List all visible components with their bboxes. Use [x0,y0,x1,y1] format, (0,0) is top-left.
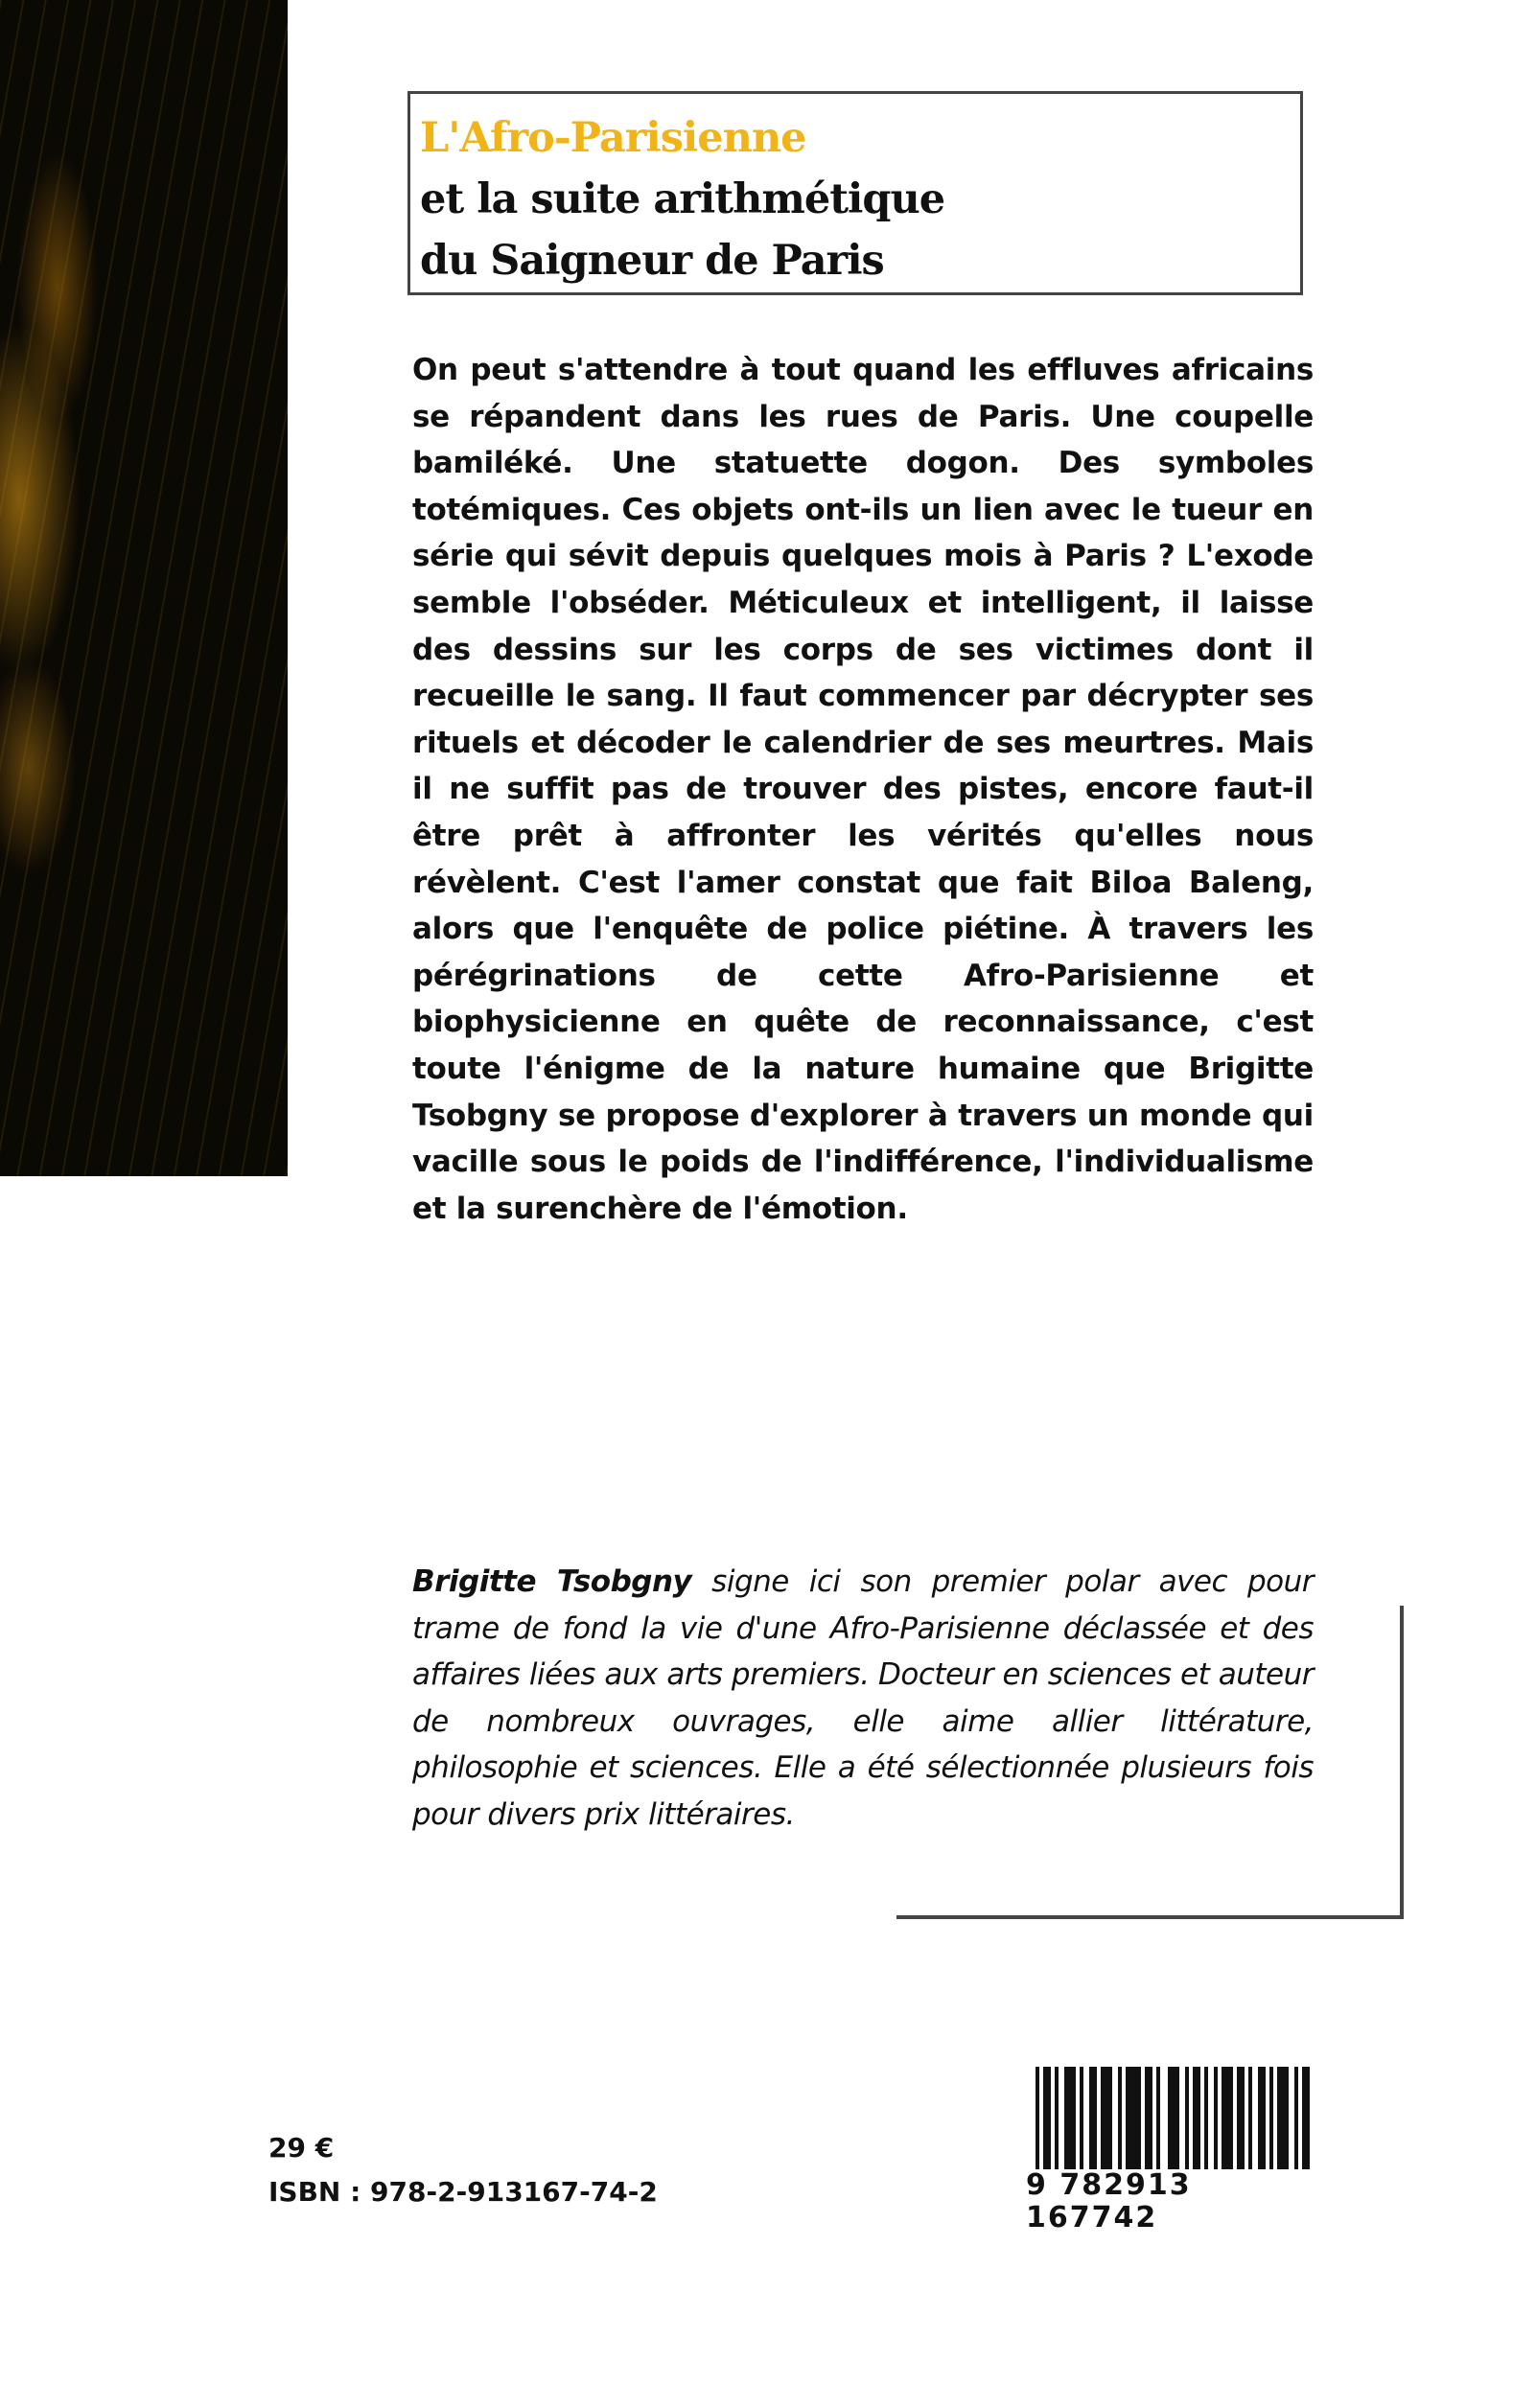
author-bio [412,1559,1314,1839]
bracket-horizontal-line [896,1915,1404,1919]
barcode-number: 9 782913 167742 [1026,2169,1317,2234]
cover-photo [0,0,288,1176]
back-cover-blurb: On peut s'attendre à tout quand les effluves africains se répandent dans les rues de Paris. Une coupelle bamiléké. Une statuette dogon. Des symboles totémiques. Ces objets ont-ils un lien avec le tueur en série qui sévit depuis quelques mois à Paris ? L'exode semble l'obséder. Méticuleux et intelligent, il laisse des dessins sur les corps de ses victimes dont il recueille le sang. Il faut commencer par décrypter ses rituels et décoder le calendrier de ses meurtres. Mais il ne suffit pas de trouver des pistes, encore faut-il être prêt à affronter les vérités qu'elles nous révèlent. C'est l'amer constat que fait Biloa Baleng, alors que l'enquête de police piétine. À travers les pérégrinations de cette Afro-Parisienne et biophysicienne en quête de reconnaissance, c'est toute l'énigme de la nature humaine que Brigitte Tsobgny se propose d'explorer à travers un monde qui vacille sous le poids de l'indifférence, l'individualisme et la surenchère de l'émotion. [412,353,1314,1226]
isbn: ISBN : 978-2-913167-74-2 [268,2176,658,2208]
title-line-1: L'Afro-Parisienne [420,114,806,162]
price: 29 € [268,2132,335,2164]
title-box [407,91,1303,295]
author-bio-text: signe ici son premier polar avec pour trame de fond la vie d'une Afro-Parisienne déclassée et des affaires liées aux arts premiers. Docteur en sciences et auteur de nombreux ouvrages, elle aime allier littérature, philosophie et sciences. Elle a été sélectionnée plusieurs fois pour divers prix littéraires. [412,1564,1314,1832]
title-line-2: et la suite arithmétique [420,175,945,223]
barcode [1026,2067,1317,2234]
title-line-3: du Saigneur de Paris [420,237,884,285]
author-name: Brigitte Tsobgny [412,1564,692,1599]
bracket-vertical-line [1400,1606,1404,1919]
